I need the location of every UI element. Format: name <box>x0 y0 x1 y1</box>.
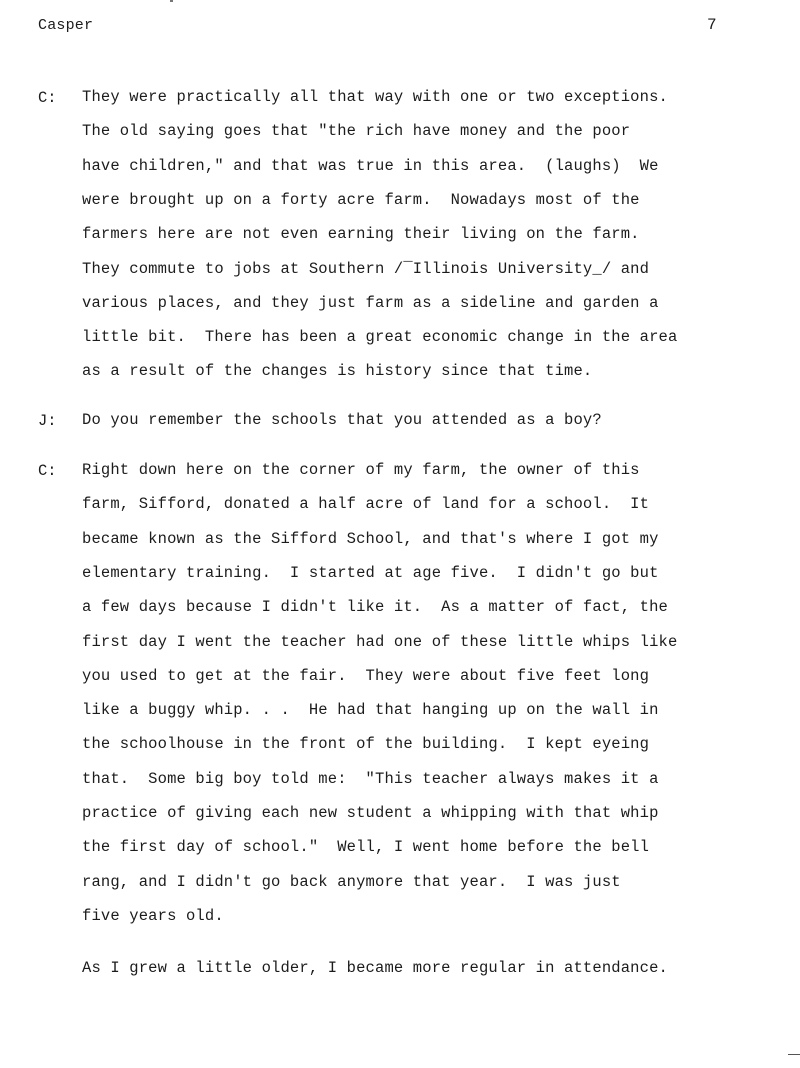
transcript-line: little bit. There has been a great economic change in the area <box>82 328 678 347</box>
page-number: 7 <box>707 16 717 34</box>
speaker-label: C: <box>38 462 57 480</box>
transcript-line: various places, and they just farm as a sideline and garden a <box>82 293 659 312</box>
transcript-line: as a result of the changes is history since that time. <box>82 362 593 381</box>
transcript-line: The old saying goes that "the rich have money and the poor <box>82 122 631 141</box>
scan-speck <box>170 0 173 2</box>
transcript-line: They commute to jobs at Southern /‾Illinois University_/ and <box>82 259 650 278</box>
interviewee-name-header: Casper <box>38 17 94 34</box>
transcript-line: farm, Sifford, donated a half acre of land for a school. It <box>82 495 650 514</box>
transcript-line: have children," and that was true in this area. (laughs) We <box>82 156 659 175</box>
transcript-line: like a buggy whip. . . He had that hanging up on the wall in <box>82 701 659 720</box>
transcript-line: you used to get at the fair. They were about five feet long <box>82 666 650 685</box>
transcript-line: a few days because I didn't like it. As a matter of fact, the <box>82 598 668 617</box>
transcript-line: first day I went the teacher had one of these little whips like <box>82 632 678 651</box>
transcript-line: the schoolhouse in the front of the building. I kept eyeing <box>82 735 650 754</box>
transcript-line: practice of giving each new student a whipping with that whip <box>82 804 659 822</box>
transcript-line: the first day of school." Well, I went home before the bell <box>82 838 650 857</box>
transcript-line: elementary training. I started at age five. I didn't go but <box>82 563 659 582</box>
transcript-line: were brought up on a forty acre farm. Nowadays most of the <box>82 190 640 209</box>
speaker-label: C: <box>38 89 57 107</box>
transcript-line: five years old. <box>82 906 224 925</box>
transcript-line: Do you remember the schools that you attended as a boy? <box>82 411 602 429</box>
transcript-line: rang, and I didn't go back anymore that year. I was just <box>82 872 621 891</box>
transcript-line: Right down here on the corner of my farm, the owner of this <box>82 461 640 479</box>
transcript-line: They were practically all that way with one or two exceptions. <box>82 88 668 106</box>
transcript-line: became known as the Sifford School, and that's where I got my <box>82 529 659 548</box>
transcript-line: that. Some big boy told me: "This teacher always makes it a <box>82 769 659 788</box>
transcript-line: As I grew a little older, I became more regular in attendance. <box>82 959 668 977</box>
speaker-label: J: <box>38 412 57 430</box>
scan-edge-mark <box>788 1054 800 1055</box>
transcript-line: farmers here are not even earning their living on the farm. <box>82 225 640 244</box>
